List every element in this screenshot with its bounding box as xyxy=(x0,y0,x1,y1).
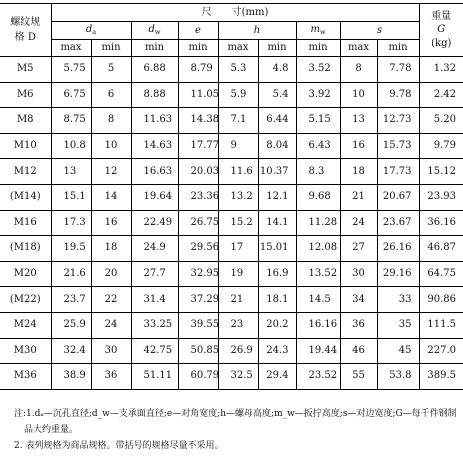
mw-min-cell: 6.43 xyxy=(296,133,340,159)
h-max-cell: 26.9 xyxy=(218,338,258,364)
da-min-cell: 36 xyxy=(91,364,131,390)
da-max-cell: 10.8 xyxy=(51,133,91,159)
e-min-cell: 37.29 xyxy=(178,287,218,313)
da-max-cell: 5.75 xyxy=(51,57,91,83)
table-header xyxy=(0,4,463,57)
weight-cell: 46.87 xyxy=(419,236,463,262)
da-min-cell: 20 xyxy=(91,261,131,287)
e-min-cell: 29.56 xyxy=(178,236,218,262)
h-min-cell: 18.1 xyxy=(258,287,296,313)
da-max-cell: 15.1 xyxy=(51,184,91,210)
col-header-mw: $m_w$ xyxy=(296,22,340,40)
e-min-cell: 50.85 xyxy=(178,338,218,364)
mw-min-cell: 9.68 xyxy=(296,184,340,210)
dw-min-cell: 51.11 xyxy=(131,364,178,390)
h-max-cell: 23 xyxy=(218,312,258,338)
table-body xyxy=(0,57,463,390)
e-min-cell: 23.36 xyxy=(178,184,218,210)
da-max-cell: 38.9 xyxy=(51,364,91,390)
s-max-cell: 46 xyxy=(340,338,377,364)
dw-min-cell: 33.25 xyxy=(131,312,178,338)
table-row xyxy=(0,210,463,236)
table-row xyxy=(0,236,463,262)
subheader-min: min xyxy=(377,40,419,57)
h-max-cell: 5.3 xyxy=(218,57,258,83)
dw-min-cell: 11.63 xyxy=(131,108,178,134)
s-min-cell: 12.73 xyxy=(377,108,419,134)
da-min-cell: 16 xyxy=(91,210,131,236)
h-max-cell: 15.2 xyxy=(218,210,258,236)
da-min-cell: 22 xyxy=(91,287,131,313)
thread-spec-cell: M8 xyxy=(0,108,51,134)
s-min-cell: 15.73 xyxy=(377,133,419,159)
h-max-cell: 13.2 xyxy=(218,184,258,210)
da-max-cell: 13 xyxy=(51,159,91,185)
s-max-cell: 8 xyxy=(340,57,377,83)
thread-spec-cell: M5 xyxy=(0,57,51,83)
da-max-cell: 6.75 xyxy=(51,82,91,108)
da-min-cell: 14 xyxy=(91,184,131,210)
dw-min-cell: 31.4 xyxy=(131,287,178,313)
weight-cell: 36.16 xyxy=(419,210,463,236)
table-row xyxy=(0,82,463,108)
h-max-cell: 7.1 xyxy=(218,108,258,134)
weight-cell: 15.12 xyxy=(419,159,463,185)
da-min-cell: 8 xyxy=(91,108,131,134)
s-min-cell: 35 xyxy=(377,312,419,338)
table-row xyxy=(0,57,463,83)
h-min-cell: 8.04 xyxy=(258,133,296,159)
table-row xyxy=(0,287,463,313)
thread-spec-header: 螺纹规 格 D xyxy=(0,4,51,57)
h-min-cell: 12.1 xyxy=(258,184,296,210)
s-min-cell: 23.67 xyxy=(377,210,419,236)
e-min-cell: 11.05 xyxy=(178,82,218,108)
h-min-cell: 29.4 xyxy=(258,364,296,390)
s-max-cell: 36 xyxy=(340,312,377,338)
s-min-cell: 33 xyxy=(377,287,419,313)
dw-min-cell: 24.9 xyxy=(131,236,178,262)
da-max-cell: 8.75 xyxy=(51,108,91,134)
table-row xyxy=(0,261,463,287)
mw-min-cell: 14.5 xyxy=(296,287,340,313)
mw-min-cell: 3.92 xyxy=(296,82,340,108)
thread-spec-cell: M10 xyxy=(0,133,51,159)
h-min-cell: 20.2 xyxy=(258,312,296,338)
table-row xyxy=(0,184,463,210)
da-max-cell: 23.7 xyxy=(51,287,91,313)
thread-spec-cell: (M22) xyxy=(0,287,51,313)
s-max-cell: 21 xyxy=(340,184,377,210)
col-header-da: $d_a$ xyxy=(51,22,131,40)
table-row xyxy=(0,312,463,338)
table-row xyxy=(0,159,463,185)
dw-min-cell: 16.63 xyxy=(131,159,178,185)
dw-min-cell: 19.64 xyxy=(131,184,178,210)
col-header-h: h xyxy=(218,22,296,40)
da-max-cell: 32.4 xyxy=(51,338,91,364)
da-min-cell: 30 xyxy=(91,338,131,364)
s-max-cell: 24 xyxy=(340,210,377,236)
mw-min-cell: 16.16 xyxy=(296,312,340,338)
mw-min-cell: 5.15 xyxy=(296,108,340,134)
mw-min-cell: 19.44 xyxy=(296,338,340,364)
da-min-cell: 12 xyxy=(91,159,131,185)
weight-cell: 23.93 xyxy=(419,184,463,210)
e-min-cell: 39.55 xyxy=(178,312,218,338)
h-max-cell: 9 xyxy=(218,133,258,159)
e-min-cell: 60.79 xyxy=(178,364,218,390)
mw-min-cell: 12.08 xyxy=(296,236,340,262)
subheader-max: max xyxy=(340,40,377,57)
da-min-cell: 18 xyxy=(91,236,131,262)
e-min-cell: 20.03 xyxy=(178,159,218,185)
s-max-cell: 27 xyxy=(340,236,377,262)
table-notes xyxy=(14,406,462,454)
mw-min-cell: 23.52 xyxy=(296,364,340,390)
da-max-cell: 19.5 xyxy=(51,236,91,262)
s-min-cell: 7.78 xyxy=(377,57,419,83)
h-min-cell: 6.44 xyxy=(258,108,296,134)
note-1: 注:1.dₐ—沉孔直径;d_w—支承面直径;e—对角宽度;h—螺母高度;m_w—扳拧高度;s—对边宽度;G—每千件钢制 xyxy=(14,409,457,419)
s-min-cell: 45 xyxy=(377,338,419,364)
thread-spec-cell: M24 xyxy=(0,312,51,338)
s-min-cell: 53.8 xyxy=(377,364,419,390)
weight-cell: 90.86 xyxy=(419,287,463,313)
dw-min-cell: 6.88 xyxy=(131,57,178,83)
weight-cell: 111.5 xyxy=(419,312,463,338)
dw-min-cell: 14.63 xyxy=(131,133,178,159)
h-min-cell: 14.1 xyxy=(258,210,296,236)
thread-spec-cell: M36 xyxy=(0,364,51,390)
col-header-dw: $d_w$ xyxy=(131,22,178,40)
weight-cell: 2.42 xyxy=(419,82,463,108)
s-min-cell: 29.16 xyxy=(377,261,419,287)
h-min-cell: 4.8 xyxy=(258,57,296,83)
note-2: 2. 表列规格为商品规格。带括号的规格尽量不采用。 xyxy=(14,441,224,451)
col-header-e: e xyxy=(178,22,218,40)
subheader-min: min xyxy=(296,40,340,57)
s-max-cell: 10 xyxy=(340,82,377,108)
nut-dimension-table xyxy=(0,3,463,390)
da-min-cell: 24 xyxy=(91,312,131,338)
s-min-cell: 20.67 xyxy=(377,184,419,210)
s-min-cell: 26.16 xyxy=(377,236,419,262)
table-row xyxy=(0,108,463,134)
mw-min-cell: 8.3 xyxy=(296,159,340,185)
subheader-max: max xyxy=(218,40,258,57)
thread-spec-cell: M30 xyxy=(0,338,51,364)
mw-min-cell: 11.28 xyxy=(296,210,340,236)
da-min-cell: 6 xyxy=(91,82,131,108)
h-min-cell: 16.9 xyxy=(258,261,296,287)
dw-min-cell: 22.49 xyxy=(131,210,178,236)
subheader-min: min xyxy=(258,40,296,57)
dw-min-cell: 27.7 xyxy=(131,261,178,287)
thread-spec-cell: M6 xyxy=(0,82,51,108)
weight-cell: 9.79 xyxy=(419,133,463,159)
thread-spec-cell: M16 xyxy=(0,210,51,236)
h-max-cell: 32.5 xyxy=(218,364,258,390)
weight-cell: 1.32 xyxy=(419,57,463,83)
s-min-cell: 9.78 xyxy=(377,82,419,108)
weight-cell: 389.5 xyxy=(419,364,463,390)
e-min-cell: 17.77 xyxy=(178,133,218,159)
h-min-cell: 10.37 xyxy=(258,159,296,185)
e-min-cell: 8.79 xyxy=(178,57,218,83)
s-max-cell: 34 xyxy=(340,287,377,313)
h-max-cell: 11.6 xyxy=(218,159,258,185)
mw-min-cell: 3.52 xyxy=(296,57,340,83)
e-min-cell: 14.38 xyxy=(178,108,218,134)
e-min-cell: 32.95 xyxy=(178,261,218,287)
table-row xyxy=(0,338,463,364)
s-max-cell: 30 xyxy=(340,261,377,287)
h-max-cell: 17 xyxy=(218,236,258,262)
dimension-group-header: 尺 寸(mm) xyxy=(51,4,419,22)
table-row xyxy=(0,133,463,159)
da-max-cell: 21.6 xyxy=(51,261,91,287)
s-max-cell: 55 xyxy=(340,364,377,390)
thread-spec-cell: M12 xyxy=(0,159,51,185)
thread-spec-cell: (M14) xyxy=(0,184,51,210)
da-min-cell: 10 xyxy=(91,133,131,159)
weight-cell: 64.75 xyxy=(419,261,463,287)
da-max-cell: 17.3 xyxy=(51,210,91,236)
h-min-cell: 15.01 xyxy=(258,236,296,262)
thread-spec-cell: (M18) xyxy=(0,236,51,262)
h-max-cell: 19 xyxy=(218,261,258,287)
subheader-min: min xyxy=(131,40,178,57)
table-row xyxy=(0,364,463,390)
s-max-cell: 16 xyxy=(340,133,377,159)
da-min-cell: 5 xyxy=(91,57,131,83)
mw-min-cell: 13.52 xyxy=(296,261,340,287)
h-min-cell: 5.4 xyxy=(258,82,296,108)
thread-spec-cell: M20 xyxy=(0,261,51,287)
s-max-cell: 13 xyxy=(340,108,377,134)
h-max-cell: 5.9 xyxy=(218,82,258,108)
da-max-cell: 25.9 xyxy=(51,312,91,338)
col-header-s: s xyxy=(340,22,419,40)
s-min-cell: 17.73 xyxy=(377,159,419,185)
subheader-min: min xyxy=(178,40,218,57)
note-1-continued: 品大约重量。 xyxy=(24,425,79,435)
h-max-cell: 21 xyxy=(218,287,258,313)
weight-header: 重量 G (kg) xyxy=(419,4,463,57)
dw-min-cell: 8.88 xyxy=(131,82,178,108)
s-max-cell: 18 xyxy=(340,159,377,185)
dw-min-cell: 42.75 xyxy=(131,338,178,364)
weight-cell: 227.0 xyxy=(419,338,463,364)
subheader-max: max xyxy=(51,40,91,57)
h-min-cell: 24.3 xyxy=(258,338,296,364)
weight-cell: 5.20 xyxy=(419,108,463,134)
e-min-cell: 26.75 xyxy=(178,210,218,236)
subheader-min: min xyxy=(91,40,131,57)
